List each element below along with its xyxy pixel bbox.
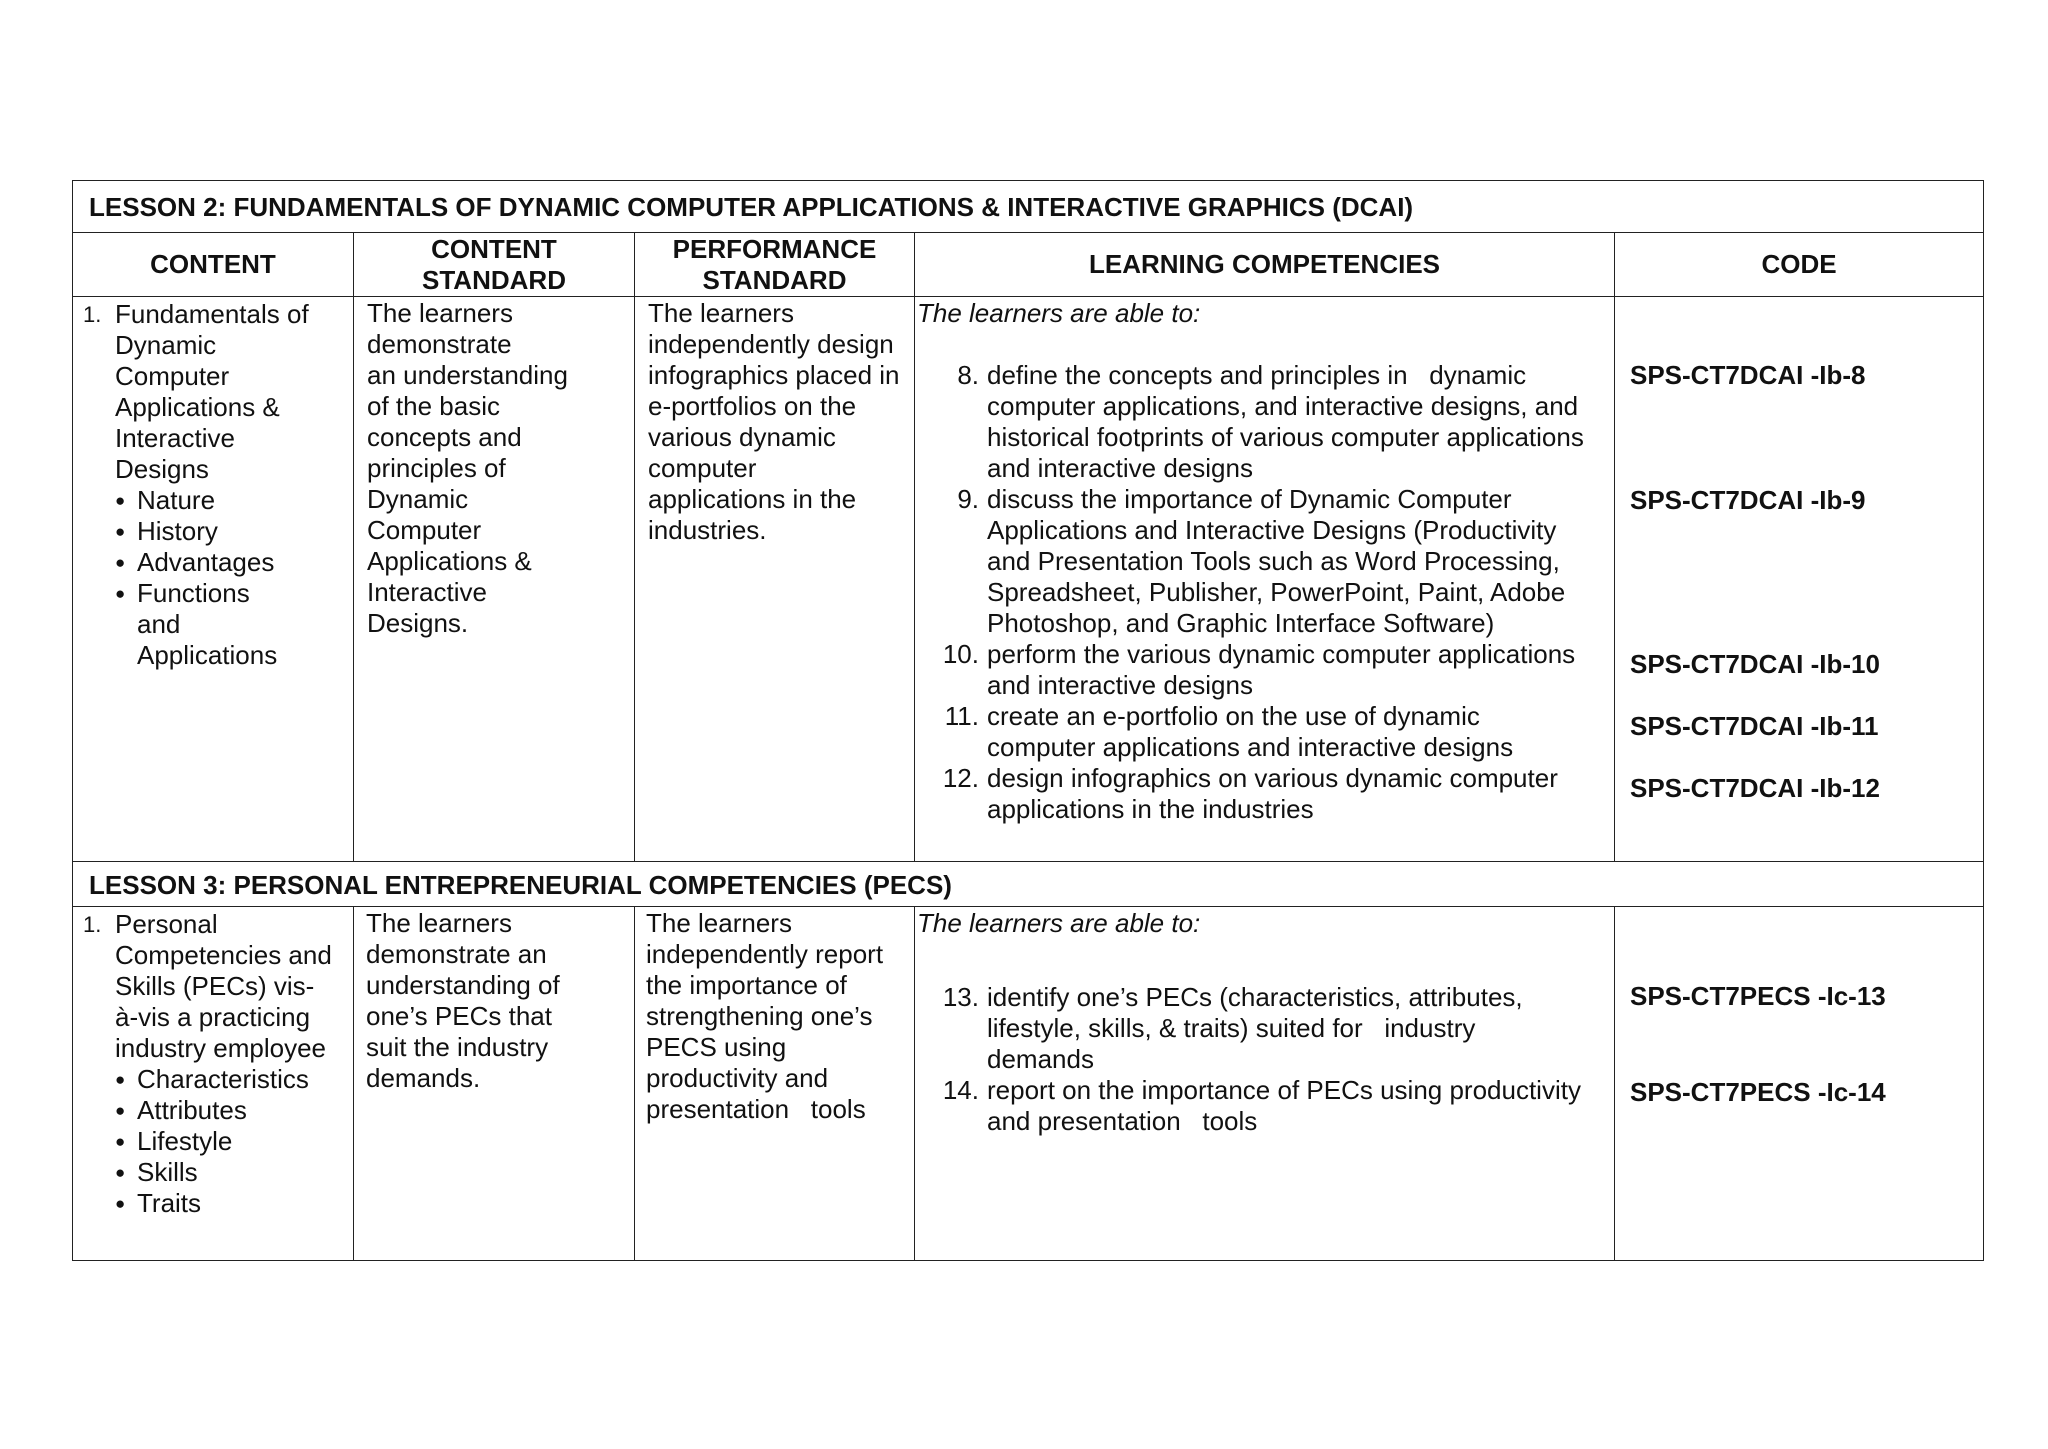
content-item [83,909,347,1064]
content-bullet-cont-line: Applications [137,640,278,670]
content-title-line: Applications & [115,392,280,422]
lesson2-performance-standard-cell [635,297,915,862]
competency-line: discuss the importance of Dynamic Computer [987,484,1512,514]
competency-line: and Presentation Tools such as Word Processing, [987,546,1560,576]
content-bullet: ● Advantages [115,547,347,578]
lesson2-row [73,297,1984,862]
content-title-line: Designs [115,454,209,484]
content-title-line: Personal [115,909,218,939]
content-bullet: ● Skills [115,1157,347,1188]
competency-code: SPS-CT7DCAI -Ib-9 [1630,485,1866,515]
competency-line: and presentation tools [987,1106,1258,1136]
lesson3-performance-standard-cell [635,907,915,1261]
competency-list [917,360,1610,825]
text-line: applications in the [648,484,857,514]
content-title-line: industry employee [115,1033,326,1063]
competency-number: 12. [942,763,979,793]
text-line: The learners [646,908,792,938]
competency-line: report on the importance of PECs using productivity [987,1075,1581,1105]
competencies-intro: The learners are able to: [917,298,1201,328]
header-performance-standard [635,233,915,297]
content-bullet: ● Lifestyle [115,1126,347,1157]
lesson3-title-row [73,862,1984,907]
content-item [83,299,347,485]
competency-number: 14. [942,1075,979,1105]
content-title-line: Interactive [115,423,235,453]
text-line: The learners [367,298,513,328]
competency-line: identify one’s PECs (characteristics, attributes, [987,982,1523,1012]
lesson2-title-row [73,181,1984,233]
competency-item [917,639,1610,701]
lesson2-content-standard-cell [354,297,635,862]
competency-number: 13. [942,982,979,1012]
competency-line: create an e-portfolio on the use of dynamic [987,701,1480,731]
lesson3-code-cell [1615,907,1984,1261]
content-item-title [115,909,332,1064]
text-line: presentation tools [646,1094,866,1124]
text-line: Interactive [367,577,487,607]
competency-line: Photoshop, and Graphic Interface Software) [987,608,1495,638]
lesson3-title: LESSON 3: PERSONAL ENTREPRENEURIAL COMPETENCIES (PECS) [73,862,1984,907]
header-content-standard-line2: STANDARD [422,264,566,295]
content-item-number: 1. [83,302,102,327]
competency-code: SPS-CT7PECS -Ic-14 [1630,1077,1886,1107]
lesson2-content-cell [73,297,354,862]
text-line: of the basic [367,391,500,421]
header-learning-competencies: LEARNING COMPETENCIES [915,233,1615,297]
competency-line: design infographics on various dynamic computer [987,763,1558,793]
competency-item [917,982,1610,1075]
text-line: The learners [648,298,794,328]
content-bullet: ● Attributes [115,1095,347,1126]
header-performance-standard-line2: STANDARD [702,264,847,295]
text-line: The learners [366,908,512,938]
text-line: independently report [646,939,884,969]
competencies-intro: The learners are able to: [917,908,1201,938]
text-line: Applications & [367,546,532,576]
header-row [73,233,1984,297]
competency-line: computer applications and interactive designs [987,732,1514,762]
header-content-standard [354,233,635,297]
text-line: one’s PECs that [366,1001,552,1031]
text-line: e-portfolios on the [648,391,857,421]
competency-item [917,484,1610,639]
lesson2-competencies-cell [915,297,1615,862]
competency-code: SPS-CT7DCAI -Ib-12 [1630,773,1880,803]
text-line: strengthening one’s [646,1001,873,1031]
competency-item [917,763,1610,825]
content-title-line: Computer [115,361,230,391]
text-line: understanding of [366,970,560,1000]
text-line: industries. [648,515,767,545]
competency-code: SPS-CT7PECS -Ic-13 [1630,981,1886,1011]
competency-code: SPS-CT7DCAI -Ib-10 [1630,649,1880,679]
content-title-line: Fundamentals of [115,299,309,329]
text-line: various dynamic [648,422,836,452]
content-bullet: ● Traits [115,1188,347,1219]
content-title-line: Competencies and [115,940,332,970]
competency-line: applications in the industries [987,794,1314,824]
text-line: computer [648,453,757,483]
text-line: Computer [367,515,482,545]
content-title-line: Skills (PECs) vis- [115,971,315,1001]
text-line: demands. [366,1063,481,1093]
lesson3-row [73,907,1984,1261]
text-line: productivity and [646,1063,829,1093]
competency-line: and interactive designs [987,670,1253,700]
text-line: demonstrate an [366,939,547,969]
header-performance-standard-line1: PERFORMANCE [672,233,877,264]
content-title-line: à-vis a practicing [115,1002,311,1032]
competency-line: Applications and Interactive Designs (Productivity [987,515,1557,545]
text-line: suit the industry [366,1032,549,1062]
competency-number: 9. [957,484,979,514]
competency-code: SPS-CT7DCAI -Ib-11 [1630,711,1879,741]
content-bullet-continuation [83,609,347,671]
content-item-number: 1. [83,912,102,937]
text-line: Designs. [367,608,469,638]
competency-line: demands [987,1044,1094,1074]
competency-number: 10. [942,639,979,669]
curriculum-table [72,180,1984,1261]
header-content: CONTENT [73,233,354,297]
competency-line: historical footprints of various computer applications [987,422,1584,452]
competency-number: 8. [957,360,979,390]
lesson3-competencies-cell [915,907,1615,1261]
content-title-line: Dynamic [115,330,217,360]
content-bullet: ● History [115,516,347,547]
lesson2-code-cell [1615,297,1984,862]
competency-line: Spreadsheet, Publisher, PowerPoint, Paint, Adobe [987,577,1566,607]
content-bullet-list [83,485,347,609]
lesson3-content-standard-cell [354,907,635,1261]
content-bullet: ● Nature [115,485,347,516]
header-content-standard-line1: CONTENT [431,233,557,264]
text-line: Dynamic [367,484,469,514]
text-line: PECS using [646,1032,787,1062]
competency-item [917,360,1610,484]
competency-code: SPS-CT7DCAI -Ib-8 [1630,360,1866,390]
competency-number: 11. [944,701,979,731]
text-line: concepts and [367,422,522,452]
content-bullet: ● Functions [115,578,347,609]
content-item-title [115,299,309,485]
text-line: principles of [367,453,506,483]
competency-line: computer applications, and interactive designs, and [987,391,1579,421]
competency-line: define the concepts and principles in dynamic [987,360,1527,390]
competency-line: perform the various dynamic computer applications [987,639,1576,669]
header-code: CODE [1615,233,1984,297]
content-bullet: ● Characteristics [115,1064,347,1095]
text-line: independently design [648,329,894,359]
competency-item [917,1075,1610,1137]
content-bullet-list [83,1064,347,1219]
competency-line: lifestyle, skills, & traits) suited for industry [987,1013,1476,1043]
text-line: demonstrate [367,329,512,359]
text-line: an understanding [367,360,568,390]
competency-line: and interactive designs [987,453,1253,483]
competency-list [917,982,1610,1137]
lesson2-title: LESSON 2: FUNDAMENTALS OF DYNAMIC COMPUTER APPLICATIONS & INTERACTIVE GRAPHICS (DCAI) [73,181,1984,233]
competency-item [917,701,1610,763]
text-line: infographics placed in [648,360,900,390]
content-bullet-cont-line: and [137,609,181,639]
text-line: the importance of [646,970,847,1000]
lesson3-content-cell [73,907,354,1261]
